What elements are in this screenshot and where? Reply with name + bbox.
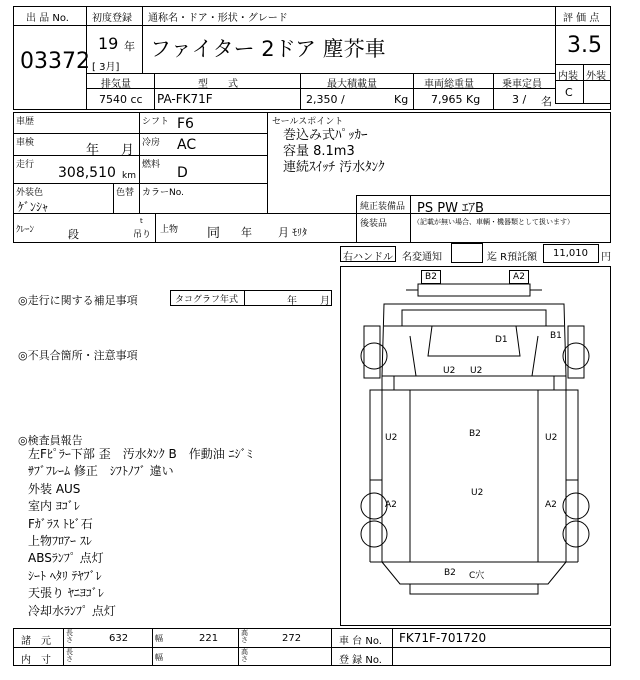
overall-grade: 3.5 xyxy=(567,33,602,58)
mileage-value: 308,510 xyxy=(58,165,116,181)
lot-no-label: 出 品 No. xyxy=(26,13,69,24)
deposit-label: 迄 R預託額 xyxy=(487,252,538,263)
inspection-year: 年 xyxy=(86,143,100,158)
interior-grade-label: 内装 xyxy=(558,71,578,82)
name-change-label: 名変通知 xyxy=(402,252,442,263)
equipment-value: PS PW ｴｱB xyxy=(417,201,484,216)
gross-weight-label: 車両総重量 xyxy=(424,79,474,90)
mark-u2-left-cab: U2 xyxy=(443,366,456,376)
inspector-title: ◎検査員報告 xyxy=(18,434,83,447)
capacity-value: 3 / xyxy=(512,93,527,106)
width-value: 221 xyxy=(199,633,219,644)
inspector-line: Fｶﾞﾗｽ ﾄﾋﾞ石 xyxy=(28,516,93,531)
mark-a2-right: A2 xyxy=(545,500,557,510)
shift-value: F6 xyxy=(177,116,194,132)
inspector-report xyxy=(28,446,253,620)
damage-diagram xyxy=(340,266,611,626)
fuel-value: D xyxy=(177,165,188,181)
upper-same: 同 xyxy=(207,226,221,241)
color-change-label: 色替 xyxy=(116,188,135,198)
ac-value: AC xyxy=(177,137,197,153)
spec-label: 諸 元 xyxy=(21,636,51,647)
upper-year: 年 xyxy=(241,226,252,239)
tacho-month: 月 xyxy=(320,296,330,307)
color-code-label: カラーNo. xyxy=(142,188,184,198)
first-reg-label: 初度登録 xyxy=(92,13,132,24)
supplement-title: ◎走行に関する補足事項 xyxy=(18,294,138,307)
model-label: 型 式 xyxy=(198,79,238,90)
sales-title: セールスポイント xyxy=(272,117,344,127)
ext-color-value: ｹﾞﾝｼｬ xyxy=(18,200,49,214)
deposit-yen: 円 xyxy=(601,252,611,263)
width-label: 幅 xyxy=(155,634,163,643)
inspector-line: ｼｰﾄ ﾍﾀﾘ ﾃﾔﾌﾞﾚ xyxy=(28,568,102,583)
capacity-unit: 名 xyxy=(541,95,552,108)
grade-label: 評 価 点 xyxy=(563,13,600,24)
height-value: 272 xyxy=(282,633,302,644)
vehicle-name: ファイター 2ドア 塵芥車 xyxy=(150,37,386,61)
sales-points xyxy=(283,128,385,176)
chassis-label: 車 台 No. xyxy=(339,636,382,647)
interior-grade: C xyxy=(565,86,573,99)
first-reg-month: [ 3月] xyxy=(92,62,120,73)
mark-c-hole: C穴 xyxy=(469,571,485,581)
aftermarket-label: 後装品 xyxy=(360,219,388,229)
crane-ton: t xyxy=(140,217,143,225)
first-reg-year: 19 xyxy=(98,34,119,53)
inspector-line: 上物ﾌﾛｱｰ ｽﾚ xyxy=(28,534,92,549)
name-change-box xyxy=(451,243,483,263)
lot-no: 03372 xyxy=(20,49,90,74)
name-label: 通称名・ドア・形状・グレード xyxy=(148,13,288,24)
equipment-label: 純正装備品 xyxy=(360,202,406,212)
tacho-year: 年 xyxy=(287,296,297,307)
mileage-label: 走行 xyxy=(16,160,35,170)
mark-u2-center: U2 xyxy=(471,488,484,498)
registration-label: 登 録 No. xyxy=(339,655,382,666)
crane-stage: 段 xyxy=(68,228,79,241)
fuel-label: 燃料 xyxy=(142,160,161,170)
inspector-line: 天張り ﾔﾆﾖｺﾞﾚ xyxy=(28,586,104,601)
mark-b2-body: B2 xyxy=(469,429,481,439)
first-reg-year-unit: 年 xyxy=(124,40,135,53)
mileage-unit: km xyxy=(122,171,136,181)
max-load-value: 2,350 / xyxy=(306,93,345,106)
model-value: PA-FK71F xyxy=(157,92,213,106)
inspector-line: 室内 ﾖｺﾞﾚ xyxy=(28,499,80,514)
deposit-value: 11,010 xyxy=(553,248,588,259)
inspector-line: 外装 AUS xyxy=(28,481,81,496)
displacement-label: 排気量 xyxy=(101,79,131,90)
crane-label: ｸﾚｰﾝ xyxy=(16,225,35,235)
capacity-label: 乗車定員 xyxy=(502,79,542,90)
length-value: 632 xyxy=(109,633,129,644)
max-load-unit: Kg xyxy=(394,93,409,106)
inspection-label: 車検 xyxy=(16,138,35,148)
interior-length-label: 長さ xyxy=(66,648,73,663)
exterior-grade-label: 外装 xyxy=(586,71,606,82)
interior-width-label: 幅 xyxy=(155,653,163,662)
displacement-value: 7540 cc xyxy=(99,93,143,106)
shift-label: シフト xyxy=(142,117,170,127)
mark-u2-right-cab: U2 xyxy=(470,366,483,376)
height-label: 高さ xyxy=(241,629,248,644)
inspector-line: 冷却水ﾗﾝﾌﾟ 点灯 xyxy=(28,603,116,618)
inspection-month: 月 xyxy=(121,143,135,158)
mark-d1: D1 xyxy=(495,335,508,345)
sales-line: 容量 8.1m3 xyxy=(283,144,355,159)
ext-color-label: 外装色 xyxy=(16,188,44,198)
handle-label: 右ハンドル xyxy=(343,252,393,263)
sales-line: 連続ｽｲｯﾁ 汚水ﾀﾝｸ xyxy=(283,160,385,175)
mark-a2-top: A2 xyxy=(509,270,529,284)
chassis-value: FK71F-701720 xyxy=(399,631,487,645)
tacho-label: タコグラフ年式 xyxy=(175,295,239,305)
history-label: 車歴 xyxy=(16,117,35,127)
inspector-line: ABSﾗﾝﾌﾟ 点灯 xyxy=(28,551,104,566)
mark-u2-left-side: U2 xyxy=(385,433,398,443)
upper-maker: ﾓﾘﾀ xyxy=(292,228,307,239)
length-label: 長さ xyxy=(66,629,73,644)
mark-b2-top: B2 xyxy=(421,270,441,284)
upper-label: 上物 xyxy=(160,225,179,235)
sales-line: 巻込み式ﾊﾟｯｶｰ xyxy=(283,128,368,143)
crane-hang: 吊り xyxy=(133,230,152,240)
inspector-line: 左Fﾋﾟﾗｰ下部 歪 汚水ﾀﾝｸ B 作動油 ﾆｼﾞﾐ xyxy=(28,447,253,461)
mark-b1: B1 xyxy=(550,331,562,341)
max-load-label: 最大積載量 xyxy=(327,79,377,90)
aftermarket-note: （記載が無い場合、車輌・機器類として扱います） xyxy=(413,218,574,226)
ac-label: 冷房 xyxy=(142,138,161,148)
mark-b2-bottom: B2 xyxy=(444,568,456,578)
gross-weight-value: 7,965 Kg xyxy=(431,93,481,106)
defects-title: ◎不具合箇所・注意事項 xyxy=(18,349,138,362)
upper-month: 月 xyxy=(278,226,289,239)
mark-a2-left: A2 xyxy=(385,500,397,510)
interior-dim-label: 内 寸 xyxy=(21,655,51,666)
inspector-line: ｻﾌﾞﾌﾚｰﾑ 修正 ｼﾌﾄﾉﾌﾞ 違い xyxy=(28,464,174,479)
interior-height-label: 高さ xyxy=(241,648,248,663)
mark-u2-right-side: U2 xyxy=(545,433,558,443)
